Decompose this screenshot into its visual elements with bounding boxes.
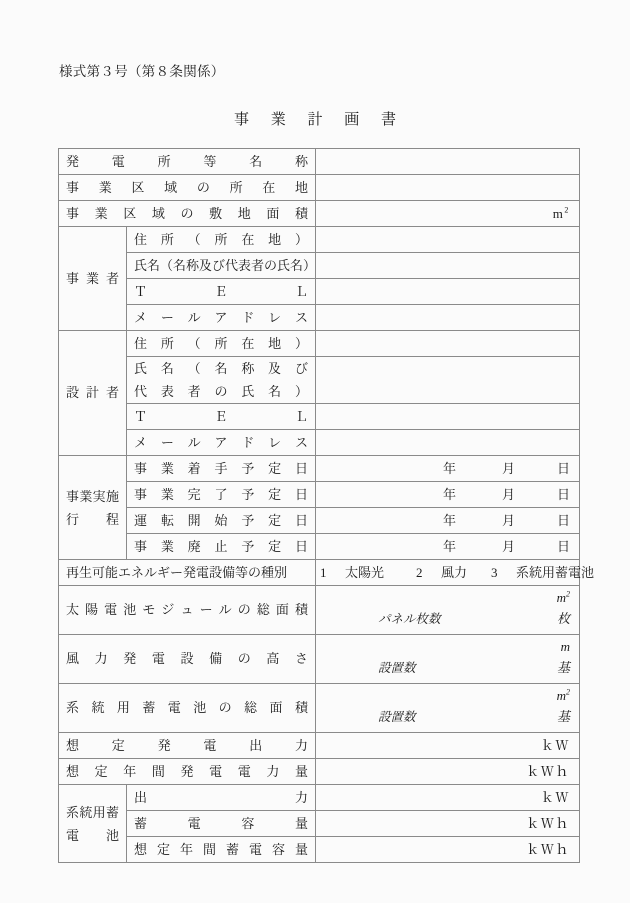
group-label-text: 事 業 者 bbox=[66, 270, 119, 286]
label-expected-output bbox=[59, 733, 316, 759]
install-count-label: 設置数 bbox=[378, 710, 416, 724]
group-label-text bbox=[59, 801, 126, 847]
unit-kwh: ｋＷｈ bbox=[526, 841, 571, 857]
label-battery-annual-capacity bbox=[127, 837, 316, 863]
table-row-operator-address bbox=[59, 227, 580, 253]
table-row-designer-address bbox=[59, 331, 580, 357]
date-day-label: 日 bbox=[557, 538, 571, 554]
label-text: 想 定 年 間 発 電 電 力 量 bbox=[66, 763, 309, 779]
label-text: 氏名（名称及び代表者の氏名） bbox=[134, 257, 317, 273]
group-label-schedule bbox=[59, 456, 127, 560]
date-year-label: 年 bbox=[443, 512, 457, 528]
table-row-designer-name bbox=[59, 357, 580, 404]
date-year-label: 年 bbox=[443, 538, 457, 554]
label-text: メ ー ル ア ド レ ス bbox=[134, 434, 309, 450]
table-row-designer-tel bbox=[59, 404, 580, 430]
install-count-label: 設置数 bbox=[378, 661, 416, 675]
label-energy-type bbox=[59, 560, 316, 586]
option-2-number: 2 bbox=[416, 564, 423, 580]
label-text bbox=[127, 357, 315, 403]
label-text: 事 業 完 了 予 定 日 bbox=[134, 486, 309, 502]
input-schedule-operation[interactable] bbox=[316, 508, 580, 534]
input-battery-capacity[interactable] bbox=[316, 811, 580, 837]
input-energy-type[interactable] bbox=[316, 560, 595, 586]
label-operator-email bbox=[127, 305, 316, 331]
label-text: 風 力 発 電 設 備 の 高 さ bbox=[66, 651, 309, 666]
label-text: 住 所 （ 所 在 地 ） bbox=[134, 335, 309, 351]
label-designer-address bbox=[127, 331, 316, 357]
unit-square-meter: $m^2$ bbox=[552, 205, 571, 221]
option-2-label[interactable]: 風力 bbox=[441, 564, 468, 580]
group-label-text: 設 計 者 bbox=[66, 385, 119, 400]
label-area-size bbox=[59, 201, 316, 227]
input-plant-name[interactable] bbox=[316, 149, 580, 175]
table-row-battery-output bbox=[59, 785, 580, 811]
date-month-label: 月 bbox=[502, 512, 516, 528]
unit-install-count: 基 bbox=[557, 709, 571, 724]
input-schedule-complete[interactable] bbox=[316, 482, 580, 508]
table-row-operator-tel bbox=[59, 279, 580, 305]
label-text: 系 統 用 蓄 電 池 の 総 面 積 bbox=[66, 700, 309, 715]
date-month-label: 月 bbox=[502, 486, 516, 502]
input-battery-output[interactable] bbox=[316, 785, 580, 811]
unit-panel-count: 枚 bbox=[557, 611, 571, 626]
table-row-area-size bbox=[59, 201, 580, 227]
label-text: 想 定 発 電 出 力 bbox=[66, 737, 309, 753]
table-row-schedule-abolish bbox=[59, 534, 580, 560]
table-row-energy-type bbox=[59, 560, 580, 586]
label-text: 発 電 所 等 名 称 bbox=[66, 153, 309, 169]
unit-kw: ｋＷ bbox=[540, 789, 571, 805]
date-placeholder bbox=[316, 535, 579, 559]
table-row-expected-output bbox=[59, 733, 580, 759]
date-day-label: 日 bbox=[557, 512, 571, 528]
unit-kw: ｋＷ bbox=[540, 737, 571, 753]
label-solar-module-area bbox=[59, 586, 316, 635]
label-text: 運 転 開 始 予 定 日 bbox=[134, 512, 309, 528]
option-1-number: 1 bbox=[320, 564, 327, 580]
label-designer-tel bbox=[127, 404, 316, 430]
unit-kwh: ｋＷｈ bbox=[526, 763, 571, 779]
label-text: 太 陽 電 池 モ ジ ュ ー ル の 総 面 積 bbox=[66, 602, 309, 617]
label-battery-capacity bbox=[127, 811, 316, 837]
wind-quantity-group bbox=[316, 635, 579, 683]
input-designer-address[interactable] bbox=[316, 331, 580, 357]
input-wind-height[interactable] bbox=[316, 635, 580, 684]
form-number: 様式第３号（第８条関係） bbox=[59, 64, 225, 79]
label-text: 事 業 区 域 の 所 在 地 bbox=[66, 179, 309, 195]
unit-install-count: 基 bbox=[557, 660, 571, 675]
table-row-schedule-start bbox=[59, 456, 580, 482]
option-1-label[interactable]: 太陽光 bbox=[345, 564, 385, 580]
input-expected-annual-energy[interactable] bbox=[316, 759, 580, 785]
input-area-location[interactable] bbox=[316, 175, 580, 201]
label-text: 事 業 廃 止 予 定 日 bbox=[134, 538, 309, 554]
group-label-operator bbox=[59, 227, 127, 331]
group-label-line-2: 電 池 bbox=[66, 827, 119, 843]
label-designer-email bbox=[127, 430, 316, 456]
date-day-label: 日 bbox=[557, 486, 571, 502]
table-row-battery-area bbox=[59, 684, 580, 733]
group-label-line-2: 行 程 bbox=[66, 511, 119, 527]
input-schedule-start[interactable] bbox=[316, 456, 580, 482]
label-schedule-abolish bbox=[127, 534, 316, 560]
table-row-plant-name bbox=[59, 149, 580, 175]
label-plant-name bbox=[59, 149, 316, 175]
option-3-label[interactable]: 系統用蓄電池 bbox=[516, 564, 595, 580]
input-operator-tel[interactable] bbox=[316, 279, 580, 305]
date-year-label: 年 bbox=[443, 460, 457, 476]
date-month-label: 月 bbox=[502, 460, 516, 476]
input-operator-address[interactable] bbox=[316, 227, 580, 253]
input-designer-tel[interactable] bbox=[316, 404, 580, 430]
label-wind-height bbox=[59, 635, 316, 684]
label-text: 想 定 年 間 蓄 電 容 量 bbox=[134, 841, 309, 857]
table-row-area-location bbox=[59, 175, 580, 201]
table-row-operator-email bbox=[59, 305, 580, 331]
date-placeholder bbox=[316, 483, 579, 507]
panel-count-label: パネル枚数 bbox=[378, 612, 441, 626]
label-area-location bbox=[59, 175, 316, 201]
label-text: Ｔ Ｅ Ｌ bbox=[134, 408, 309, 424]
input-schedule-abolish[interactable] bbox=[316, 534, 580, 560]
table-row-schedule-operation bbox=[59, 508, 580, 534]
option-3-number: 3 bbox=[491, 564, 498, 580]
input-designer-email[interactable] bbox=[316, 430, 580, 456]
label-battery-output bbox=[127, 785, 316, 811]
table-row-battery-capacity bbox=[59, 811, 580, 837]
label-schedule-start bbox=[127, 456, 316, 482]
table-row-schedule-complete bbox=[59, 482, 580, 508]
input-operator-email[interactable] bbox=[316, 305, 580, 331]
date-placeholder bbox=[316, 457, 579, 481]
solar-quantity-group bbox=[316, 586, 579, 634]
battery-quantity-group bbox=[316, 684, 579, 732]
label-battery-area bbox=[59, 684, 316, 733]
label-text: 再生可能エネルギー発電設備等の種別 bbox=[66, 564, 288, 580]
label-text: メ ー ル ア ド レ ス bbox=[134, 309, 309, 325]
date-day-label: 日 bbox=[557, 460, 571, 476]
table-row-solar-module-area bbox=[59, 586, 580, 635]
unit-meter: m bbox=[560, 639, 571, 654]
label-text: 事 業 区 域 の 敷 地 面 積 bbox=[66, 205, 309, 221]
input-designer-name[interactable] bbox=[316, 357, 580, 404]
input-battery-annual-capacity[interactable] bbox=[316, 837, 580, 863]
input-solar-module-area[interactable] bbox=[316, 586, 580, 635]
label-line-1: 氏 名 （ 名 称 及 び bbox=[134, 361, 309, 376]
input-area-size[interactable] bbox=[316, 201, 580, 227]
label-text: 住 所 （ 所 在 地 ） bbox=[134, 231, 309, 247]
input-battery-area[interactable] bbox=[316, 684, 580, 733]
energy-type-options bbox=[316, 561, 595, 585]
label-operator-tel bbox=[127, 279, 316, 305]
document-title: 事 業 計 画 書 bbox=[233, 112, 405, 128]
label-schedule-operation bbox=[127, 508, 316, 534]
business-plan-table bbox=[58, 148, 595, 863]
group-label-battery bbox=[59, 785, 127, 863]
table-row-wind-height bbox=[59, 635, 580, 684]
label-operator-name bbox=[127, 253, 316, 279]
group-label-text bbox=[59, 485, 126, 531]
unit-square-meter: $m^2$ bbox=[556, 687, 571, 703]
label-operator-address bbox=[127, 227, 316, 253]
group-label-line-1: 系統用蓄 bbox=[66, 804, 119, 820]
label-text: 蓄 電 容 量 bbox=[134, 815, 309, 831]
group-label-line-1: 事業実施 bbox=[66, 488, 119, 504]
label-designer-name bbox=[127, 357, 316, 404]
table-row-expected-annual-energy bbox=[59, 759, 580, 785]
label-schedule-complete bbox=[127, 482, 316, 508]
table-row-battery-annual-capacity bbox=[59, 837, 580, 863]
date-month-label: 月 bbox=[502, 538, 516, 554]
label-text: 事 業 着 手 予 定 日 bbox=[134, 460, 309, 476]
input-expected-output[interactable] bbox=[316, 733, 580, 759]
label-text: 出 力 bbox=[134, 789, 309, 805]
date-placeholder bbox=[316, 509, 579, 533]
input-operator-name[interactable] bbox=[316, 253, 580, 279]
group-label-designer bbox=[59, 331, 127, 456]
table-row-designer-email bbox=[59, 430, 580, 456]
label-text: Ｔ Ｅ Ｌ bbox=[134, 283, 309, 299]
date-year-label: 年 bbox=[443, 486, 457, 502]
table-row-operator-name bbox=[59, 253, 580, 279]
unit-square-meter: $m^2$ bbox=[556, 589, 571, 605]
unit-kwh: ｋＷｈ bbox=[526, 815, 571, 831]
label-line-2: 代 表 者 の 氏 名 ） bbox=[134, 384, 309, 399]
label-expected-annual-energy bbox=[59, 759, 316, 785]
